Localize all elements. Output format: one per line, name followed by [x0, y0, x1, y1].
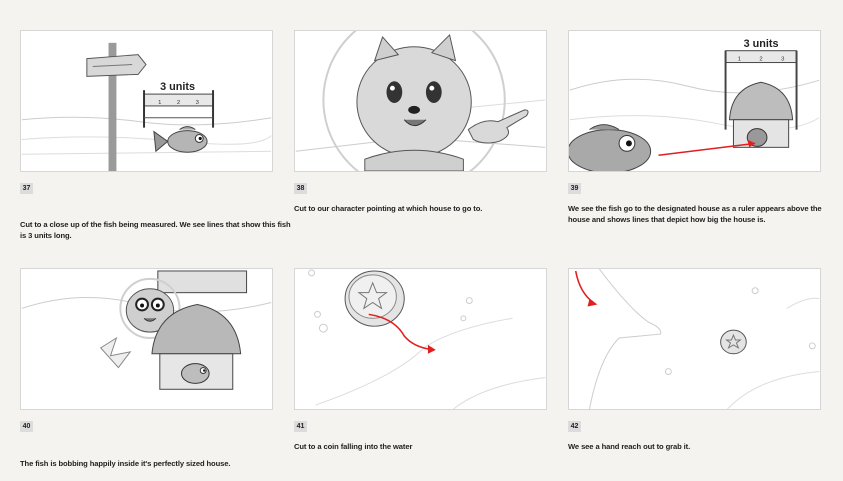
- frame-caption: Cut to a close up of the fish being measured. We see lines that show this fish is 3 units long.: [20, 220, 291, 240]
- frame-37-ruler-label: 3 units: [160, 81, 196, 94]
- frame-39-tick: 3: [781, 56, 785, 63]
- frame-38-image: [294, 30, 547, 172]
- frame-number: 37: [20, 183, 33, 194]
- frame-39-ruler-label: 3 units: [743, 37, 779, 50]
- frame-number: 42: [568, 421, 581, 432]
- frame-number: 39: [568, 183, 581, 194]
- frame-caption: Cut to a coin falling into the water: [294, 442, 413, 451]
- frame-37-tick: 3: [195, 99, 199, 106]
- frame-40-image: [20, 268, 273, 410]
- frame-number: 41: [294, 421, 307, 432]
- frame-caption: We see the fish go to the designated house as a ruler appears above the house and shows lines that depict how big the house is.: [568, 204, 822, 224]
- frame-37-tick: 2: [176, 99, 181, 106]
- frame-37-image: [20, 30, 273, 172]
- frame-37-tick: 1: [158, 99, 162, 106]
- frame-number: 40: [20, 421, 33, 432]
- frame-39-tick: 1: [737, 56, 742, 63]
- frame-caption: The fish is bobbing happily inside it's perfectly sized house.: [20, 459, 231, 468]
- frame-caption: We see a hand reach out to grab it.: [568, 442, 691, 451]
- frame-41-image: [294, 268, 547, 410]
- frame-42-image: [568, 268, 821, 410]
- frame-39-tick: 2: [759, 56, 763, 63]
- frame-number: 38: [294, 183, 307, 194]
- frame-39-image: [568, 30, 821, 172]
- frame-caption: Cut to our character pointing at which house to go to.: [294, 204, 483, 213]
